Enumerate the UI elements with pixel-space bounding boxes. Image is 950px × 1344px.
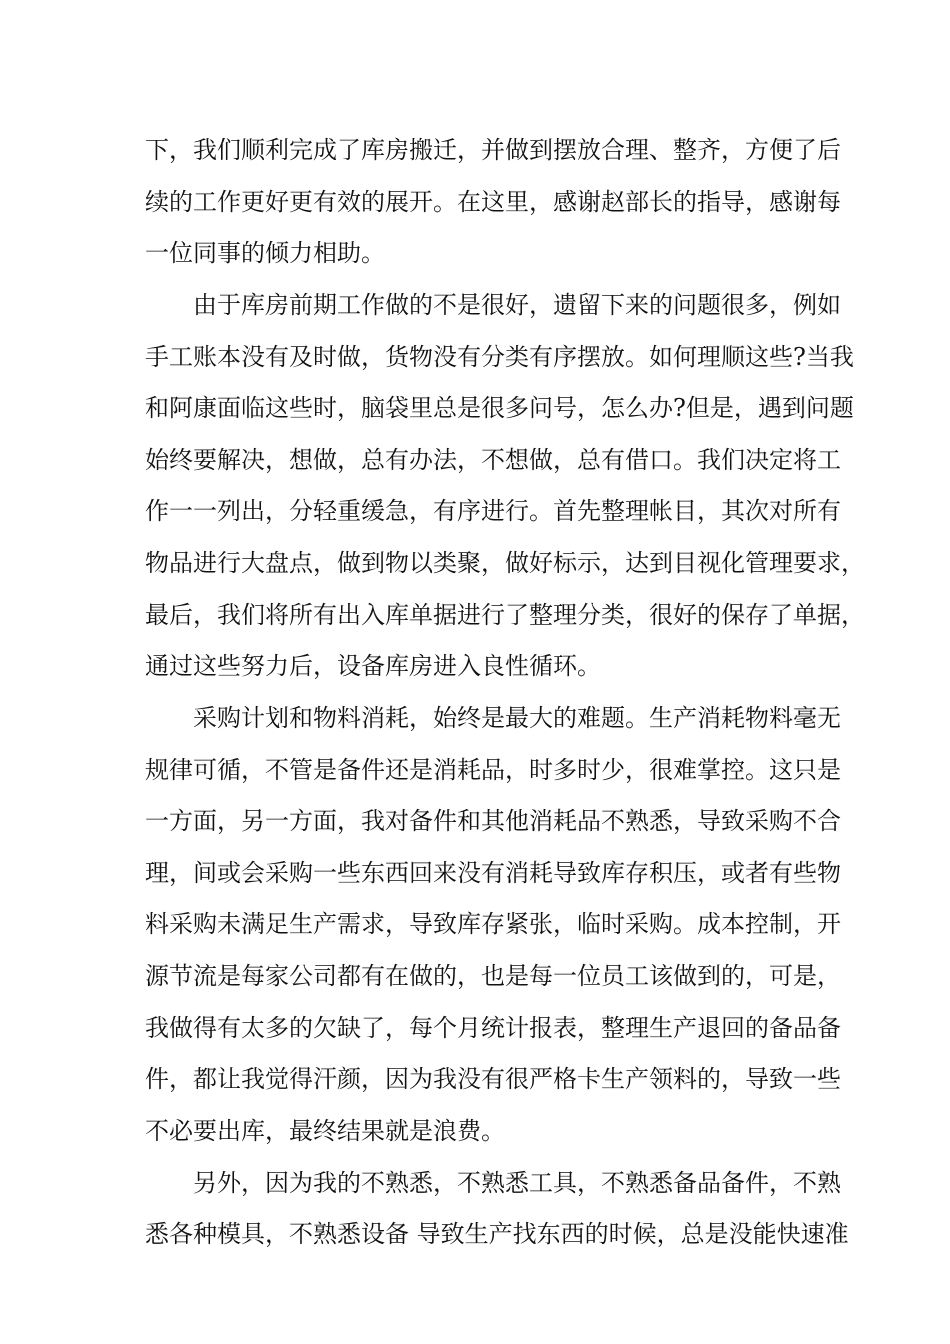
- text-line: 规律可循，不管是备件还是消耗品，时多时少，很难掌控。这只是: [145, 756, 841, 784]
- paragraph-first-line: 由于库房前期工作做的不是很好，遗留下来的问题很多，例如: [193, 291, 841, 319]
- text-line: 源节流是每家公司都有在做的，也是每一位员工该做到的，可是，: [145, 962, 841, 990]
- text-line: 和阿康面临这些时，脑袋里总是很多问号，怎么办?但是，遇到问题: [145, 394, 854, 422]
- text-line: 不必要出库，最终结果就是浪费。: [145, 1117, 505, 1145]
- text-line: 最后，我们将所有出入库单据进行了整理分类，很好的保存了单据，: [145, 601, 865, 629]
- text-line: 料采购未满足生产需求，导致库存紧张，临时采购。成本控制，开: [145, 910, 841, 938]
- text-line: 理，间或会采购一些东西回来没有消耗导致库存积压，或者有些物: [145, 859, 841, 887]
- text-line: 下，我们顺利完成了库房搬迁，并做到摆放合理、整齐，方便了后: [145, 136, 841, 164]
- paragraph-first-line: 采购计划和物料消耗，始终是最大的难题。生产消耗物料毫无: [193, 704, 841, 732]
- text-line: 始终要解决，想做，总有办法，不想做，总有借口。我们决定将工: [145, 446, 841, 474]
- text-line: 手工账本没有及时做，货物没有分类有序摆放。如何理顺这些?当我: [145, 343, 854, 371]
- text-line: 件，都让我觉得汗颜，因为我没有很严格卡生产领料的，导致一些: [145, 1065, 841, 1093]
- text-line: 续的工作更好更有效的展开。在这里，感谢赵部长的指导，感谢每: [145, 188, 841, 216]
- text-line: 通过这些努力后，设备库房进入良性循环。: [145, 652, 601, 680]
- text-line: 我做得有太多的欠缺了，每个月统计报表，整理生产退回的备品备: [145, 1014, 841, 1042]
- text-line: 作一一列出，分轻重缓急，有序进行。首先整理帐目，其次对所有: [145, 497, 841, 525]
- text-line: 物品进行大盘点，做到物以类聚，做好标示，达到目视化管理要求，: [145, 549, 865, 577]
- text-line: 一方面，另一方面，我对备件和其他消耗品不熟悉，导致采购不合: [145, 807, 841, 835]
- text-line: 一位同事的倾力相助。: [145, 239, 385, 267]
- text-line: 悉各种模具，不熟悉设备 导致生产找东西的时候，总是没能快速准: [145, 1220, 849, 1248]
- paragraph-first-line: 另外，因为我的不熟悉，不熟悉工具，不熟悉备品备件，不熟: [193, 1169, 841, 1197]
